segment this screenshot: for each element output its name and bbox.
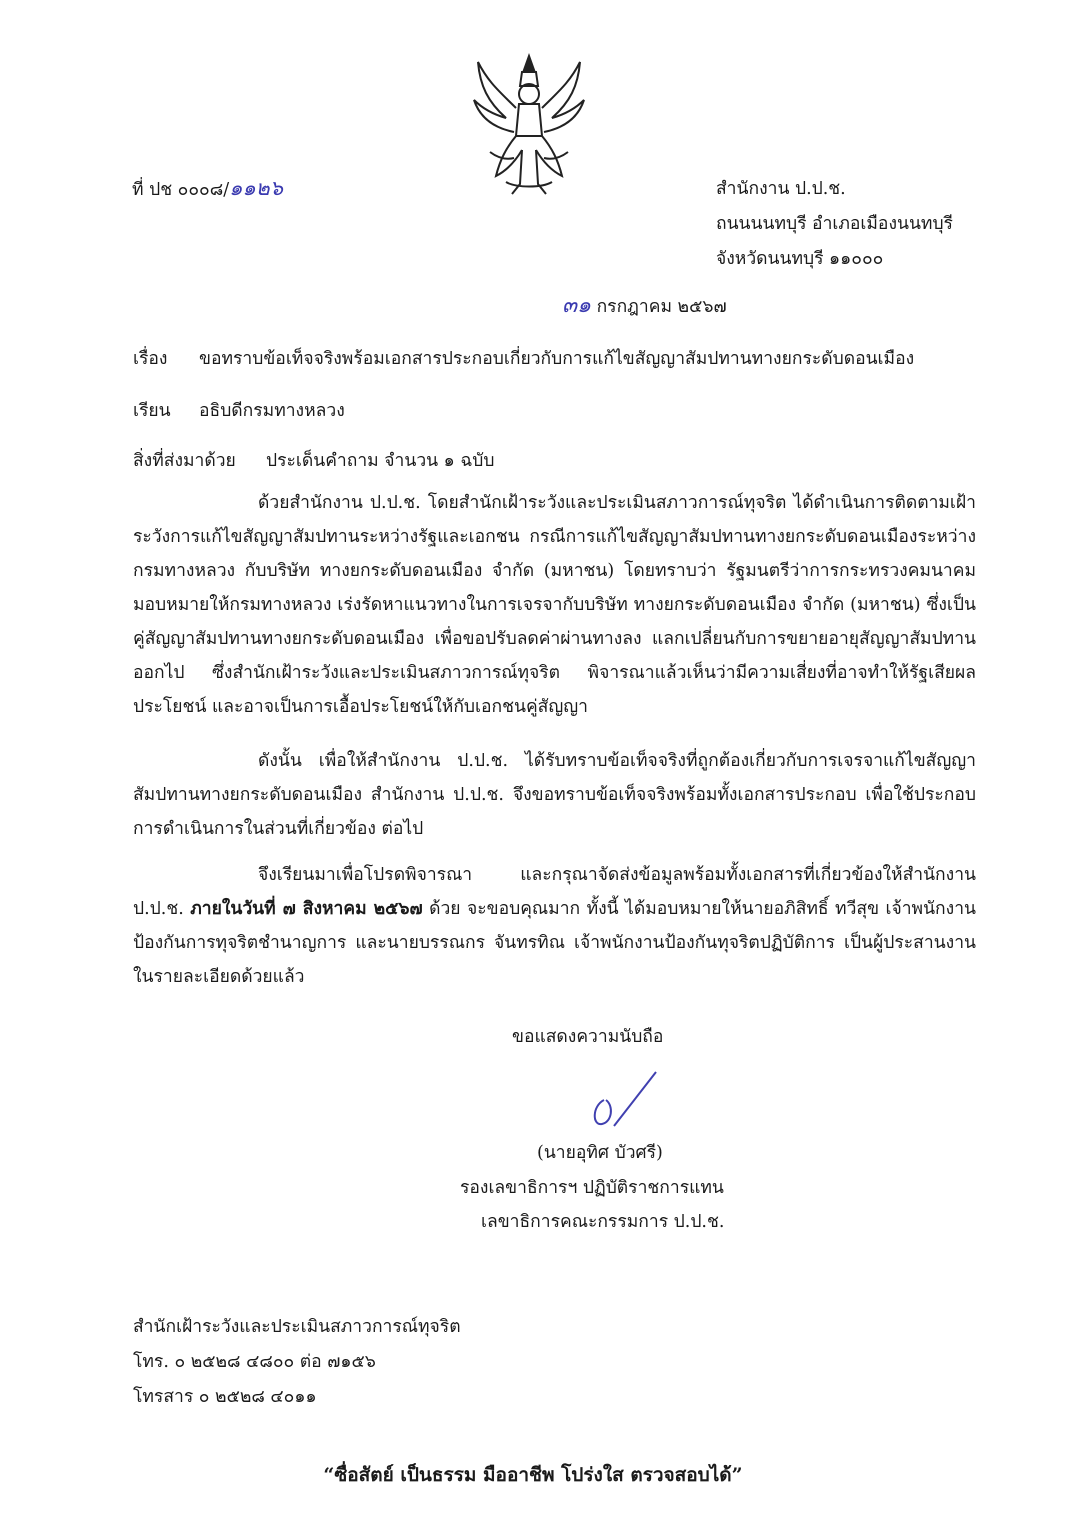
- signatory-position: รองเลขาธิการฯ ปฏิบัติราชการแทน: [460, 1178, 724, 1198]
- enclosure-line: [133, 446, 494, 474]
- body-paragraph-2: ดังนั้น เพื่อให้สำนักงาน ป.ป.ช. ได้รับทราบข้อเท็จจริงที่ถูกต้องเกี่ยวกับการเจรจาแก้ไขสัญญาสัมปทานทางยกระดับดอนเมือง สำนักงาน ป.ป.ช. จึงขอทราบข้อเท็จจริงพร้อมทั้งเอกสารประกอบ เพื่อใช้ประกอบการดำเนินการในส่วนที่เกี่ยวข้อง ต่อไป: [133, 751, 976, 839]
- reference-prefix: ที่ ปช ๐๐๐๘/: [132, 180, 230, 200]
- office-name: สำนักเฝ้าระวังและประเมินสภาวการณ์ทุจริต: [133, 1317, 461, 1337]
- signatory-position-2: เลขาธิการคณะกรรมการ ป.ป.ช.: [481, 1212, 725, 1232]
- subject-label: เรื่อง: [133, 349, 168, 369]
- address-line-1: สำนักงาน ป.ป.ช.: [716, 179, 846, 199]
- deadline-bold: ภายในวันที่ ๗ สิงหาคม ๒๕๖๗: [190, 899, 423, 919]
- date-day-handwritten: ๓๑: [562, 293, 592, 318]
- signature-icon: [584, 1066, 664, 1136]
- recipient-text: อธิบดีกรมทางหลวง: [199, 401, 345, 421]
- enclosure-text: ประเด็นคำถาม จำนวน ๑ ฉบับ: [266, 451, 495, 471]
- closing-phrase: ขอแสดงความนับถือ: [512, 1027, 664, 1047]
- fax: โทรสาร ๐ ๒๕๒๘ ๔๐๑๑: [133, 1387, 317, 1407]
- reference-handwritten-number: ๑๑๒๖: [229, 176, 283, 200]
- subject-text: ขอทราบข้อเท็จจริงพร้อมเอกสารประกอบเกี่ยวกับการแก้ไขสัญญาสัมปทานทางยกระดับดอนเมือง: [199, 349, 915, 369]
- sender-address: [716, 172, 953, 277]
- date-month-year: กรกฎาคม ๒๕๖๗: [591, 297, 727, 317]
- body-paragraph-3: [133, 858, 976, 994]
- letter-date: [562, 287, 727, 322]
- address-line-3: จังหวัดนนทบุรี ๑๑๐๐๐: [716, 249, 884, 269]
- signatory-name: (นายอุทิศ บัวศรี): [537, 1143, 663, 1163]
- body-paragraph-1: ด้วยสำนักงาน ป.ป.ช. โดยสำนักเฝ้าระวังและประเมินสภาวการณ์ทุจริต ได้ดำเนินการติดตามเฝ้าระวังการแก้ไขสัญญาสัมปทานระหว่างรัฐและเอกชน กรณีการแก้ไขสัญญาสัมปทานทางยกระดับดอนเมืองระหว่างกรมทางหลวง กับบริษัท ทางยกระดับดอนเมือง จำกัด (มหาชน) โดยทราบว่า รัฐมนตรีว่าการกระทรวงคมนาคม มอบหมายให้กรมทางหลวง เร่งรัดหาแนวทางในการเจรจากับบริษัท ทางยกระดับดอนเมือง จำกัด (มหาชน) ซึ่งเป็นคู่สัญญาสัมปทานทางยกระดับดอนเมือง เพื่อขอปรับลดค่าผ่านทางลง แลกเปลี่ยนกับการขยายอายุสัญญาสัมปทานออกไป ซึ่งสำนักเฝ้าระวังและประเมินสภาวการณ์ทุจริต พิจารณาแล้วเห็นว่ามีความเสี่ยงที่อาจทำให้รัฐเสียผลประโยชน์ และอาจเป็นการเอื้อประโยชน์ให้กับเอกชนคู่สัญญา: [133, 493, 976, 717]
- recipient-line: [133, 396, 345, 424]
- recipient-label: เรียน: [133, 401, 171, 421]
- paragraph-3-end: ด้วย จะขอบคุณมาก ทั้งนี้ ได้มอบหมายให้นายอภิสิทธิ์ ทวีสุข เจ้าพนักงานป้องกันการทุจริตชำนาญการ และนายบรรณกร จันทรทิณ เจ้าพนักงานป้องกันทุจริตปฏิบัติการ เป็นผู้ประสานงานในรายละเอียดด้วยแล้ว: [133, 899, 976, 987]
- contact-block: [133, 1310, 461, 1415]
- subject-line: [133, 344, 914, 372]
- address-line-2: ถนนนนทบุรี อำเภอเมืองนนทบุรี: [716, 214, 953, 234]
- garuda-emblem-icon: [470, 52, 588, 198]
- enclosure-label: สิ่งที่ส่งมาด้วย: [133, 451, 236, 471]
- motto: “ซื่อสัตย์ เป็นธรรม มืออาชีพ โปร่งใส ตรวจสอบได้”: [323, 1464, 743, 1486]
- telephone: โทร. ๐ ๒๕๒๘ ๔๘๐๐ ต่อ ๗๑๕๖: [133, 1352, 376, 1372]
- reference-number: [132, 172, 283, 205]
- paragraph-3-start: จึงเรียนมาเพื่อโปรดพิจารณา และกรุณาจัดส่งข้อมูลพร้อมทั้งเอกสารที่เกี่ยวข้องให้สำนักงาน ป.ป.ช.: [133, 865, 976, 919]
